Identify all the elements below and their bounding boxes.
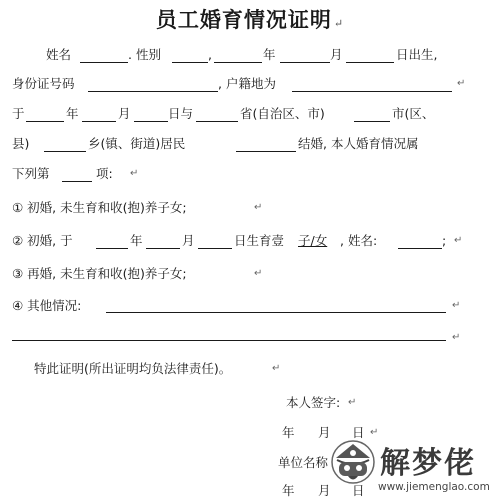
blank-name [80, 48, 128, 63]
label-birth-one: 日生育壹 [234, 233, 285, 248]
signature-line [0, 392, 500, 414]
label-month: 月 [318, 483, 331, 498]
blank-gender [172, 48, 208, 63]
label-item-suffix: 项: [96, 166, 113, 181]
label-day: 日 [352, 483, 365, 498]
paragraph-mark: ↵ [452, 332, 461, 343]
dreamcatcher-logo-icon [324, 436, 382, 494]
blank-spouse-province [196, 107, 238, 122]
comma: , [208, 47, 212, 62]
blank-resident [236, 137, 296, 152]
blank-marriage-day [134, 107, 168, 122]
label-year: 年 [282, 483, 295, 498]
line-residence [0, 133, 500, 155]
option-1 [0, 197, 500, 219]
label-month: 月 [182, 233, 195, 248]
label-year: 年 [66, 106, 79, 121]
paragraph-mark: ↵ [333, 17, 345, 30]
label-province: 省(自治区、市) [240, 106, 325, 121]
option-4-continuation [0, 327, 500, 349]
label-month: 月 [318, 425, 331, 440]
signature-label: 本人签字: [286, 395, 341, 410]
blank-month [280, 48, 330, 63]
label-year: 年 [263, 47, 276, 62]
line-marriage-date [0, 103, 500, 125]
option-4 [0, 295, 500, 317]
label-county: 县) [12, 136, 30, 151]
blank-spouse-city [354, 107, 390, 122]
label-id-number: 身份证号码 [12, 76, 75, 91]
blank-birth-year [96, 234, 128, 249]
label-day-with: 日与 [168, 106, 194, 121]
label-township: 乡(镇、街道)居民 [88, 136, 186, 151]
label-on: 于 [12, 106, 25, 121]
blank-item-number [62, 167, 92, 182]
watermark-title: 解梦佬 [380, 446, 476, 481]
blank-year [214, 48, 262, 63]
paragraph-mark: ↵ [272, 363, 281, 374]
blank-child-name [398, 234, 442, 249]
label-birth: 日出生, [396, 47, 438, 62]
label-household: , 户籍地为 [218, 76, 276, 91]
statement-line [0, 358, 500, 380]
paragraph-mark: ↵ [130, 168, 139, 179]
title-text: 员工婚育情况证明 [155, 7, 332, 32]
label-day: 日 [352, 425, 365, 440]
label-name: 姓名 [46, 47, 72, 62]
blank-marriage-month [82, 107, 116, 122]
option-3 [0, 263, 500, 285]
option-1-text: ① 初婚, 未生育和收(抱)养子女; [12, 200, 187, 215]
line-name-birth [0, 44, 500, 66]
label-year: 年 [282, 425, 295, 440]
paragraph-mark: ↵ [254, 268, 263, 279]
blank-other-line-1 [106, 312, 446, 313]
label-month: 月 [118, 106, 131, 121]
label-married: 结婚, 本人婚育情况属 [298, 136, 419, 151]
line-item-choice [0, 163, 500, 185]
option-3-text: ③ 再婚, 未生育和收(抱)养子女; [12, 266, 187, 281]
blank-day [346, 48, 394, 63]
paragraph-mark: ↵ [254, 202, 263, 213]
paragraph-mark: ↵ [457, 78, 466, 89]
label-item: 下列第 [12, 166, 50, 181]
blank-id-number [88, 77, 218, 92]
child-gender: 子/女 [298, 233, 328, 248]
blank-birth-day [198, 234, 232, 249]
unit-label: 单位名称 [278, 455, 329, 470]
watermark [320, 432, 500, 501]
watermark-url: www.jiemenglao.com [378, 481, 490, 493]
label-year: 年 [130, 233, 143, 248]
document-title [0, 4, 500, 34]
label-child-name: , 姓名: [340, 233, 378, 248]
paragraph-mark: ↵ [454, 235, 463, 246]
option-4-text: ④ 其他情况: [12, 298, 82, 313]
statement-text: 特此证明(所出证明均负法律责任)。 [34, 361, 232, 376]
blank-marriage-year [26, 107, 64, 122]
semicolon: ; [442, 233, 447, 248]
option-2 [0, 230, 500, 252]
option-2-text: ② 初婚, 于 [12, 233, 73, 248]
blank-birth-month [146, 234, 180, 249]
blank-household [292, 77, 452, 92]
label-city: 市(区、 [392, 106, 435, 121]
label-gender: . 性别 [128, 47, 161, 62]
line-id-registration [0, 73, 500, 95]
blank-township [44, 137, 86, 152]
label-month: 月 [330, 47, 343, 62]
paragraph-mark: ↵ [452, 300, 461, 311]
paragraph-mark: ↵ [348, 397, 357, 408]
paragraph-mark: ↵ [370, 427, 379, 438]
